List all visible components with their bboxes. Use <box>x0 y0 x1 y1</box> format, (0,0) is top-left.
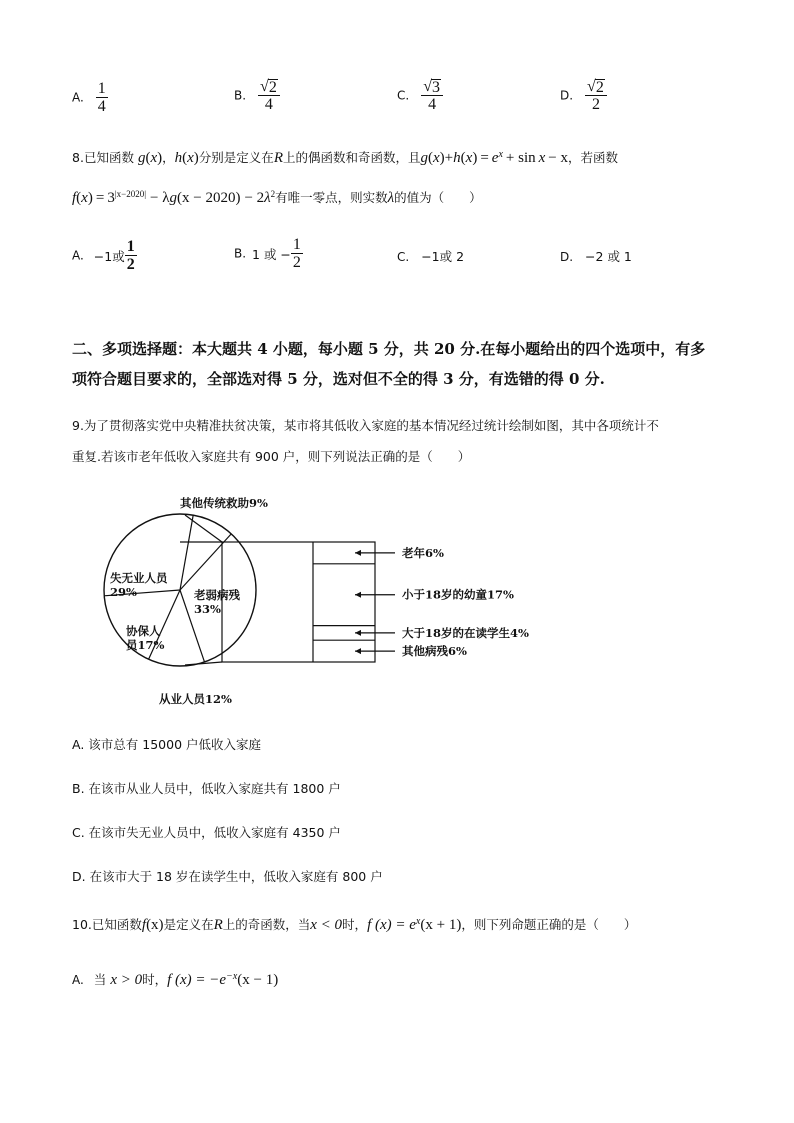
superscript: x <box>498 148 503 160</box>
q9-option-a[interactable]: A. 该市总有 15000 户低收入家庭 <box>72 737 261 752</box>
math-x: x <box>538 150 546 166</box>
text: 是定义在 <box>163 917 214 932</box>
label-insured-pct: 员17% <box>126 638 165 652</box>
math-R: R <box>273 150 283 166</box>
numerator: √ 2 <box>258 78 280 96</box>
text: 时， <box>142 972 168 987</box>
option-letter: A. <box>72 973 84 987</box>
denominator: 2 <box>126 256 135 273</box>
q9-line-2: 重复.若该市老年低收入家庭共有 900 户，则下列说法正确的是（ ） <box>72 449 471 464</box>
arrow-icon <box>355 592 361 598</box>
q7-option-c[interactable] <box>397 78 443 113</box>
q9-line-1: 9.为了贯彻落实党中央精准扶贫决策，某市将其低收入家庭的基本情况经过统计绘制如图，其中各项统计不 <box>72 418 659 433</box>
equals: = <box>480 150 489 166</box>
math-h: h <box>453 150 461 166</box>
q8-option-a[interactable] <box>72 238 137 273</box>
paren: ) <box>157 150 163 166</box>
label-unemployed-pct: 29% <box>110 585 137 599</box>
q10-stem <box>72 915 636 934</box>
option-letter: B. <box>234 88 247 103</box>
math-g: g <box>420 150 428 166</box>
math-x: x <box>187 150 194 166</box>
q10-option-a[interactable] <box>72 970 278 989</box>
low-income-pie-chart <box>95 490 555 715</box>
fraction <box>421 78 443 113</box>
exponent: 2 <box>270 188 276 199</box>
option-letter: D. <box>560 88 574 103</box>
equation-lhs: f (x) = e <box>367 917 416 933</box>
q8-option-c[interactable] <box>397 247 464 265</box>
q8-option-b[interactable] <box>234 236 303 271</box>
numerator: 1 <box>292 236 301 253</box>
band-students-label: 大于18岁的在读学生4% <box>402 625 529 640</box>
sqrt-icon: √ <box>587 78 596 95</box>
option-letter: B. <box>234 246 247 261</box>
label-elderly-sick: 老弱病残 <box>194 588 240 602</box>
math-g: g <box>169 190 177 206</box>
band-elderly-label: 老年6% <box>402 545 444 560</box>
equation-lhs: f (x) = −e <box>167 972 227 988</box>
math-R: R <box>213 917 223 933</box>
math-x: x <box>150 150 158 166</box>
argument: (x − 2020) <box>176 190 241 206</box>
fraction <box>585 78 607 113</box>
option-letter: C. <box>397 88 410 103</box>
paren: ) <box>87 190 93 206</box>
text: −1或 <box>93 248 125 264</box>
superscript: −x <box>226 970 238 982</box>
numerator: √ 2 <box>585 78 607 96</box>
text: 10.已知函数 <box>72 917 142 932</box>
denominator: 4 <box>264 96 273 113</box>
math-f: f <box>141 917 147 933</box>
text: ，若函数 <box>568 150 619 165</box>
q7-option-d[interactable] <box>560 78 607 113</box>
text: 上的偶函数和奇函数，且 <box>282 150 421 165</box>
denominator: 2 <box>591 96 600 113</box>
arrow-icon <box>355 630 361 636</box>
text: 有唯一零点，则实数 <box>275 190 388 205</box>
paren: ( <box>76 190 82 206</box>
q9-option-d[interactable]: D. 在该市大于 18 岁在读学生中，低收入家庭有 800 户 <box>72 869 383 884</box>
option-letter: A. <box>72 248 84 263</box>
paren: ) <box>472 150 478 166</box>
arrow-icon <box>355 550 361 556</box>
text: ，则下列命题正确的是（ ） <box>461 917 637 932</box>
text: 时， <box>342 917 368 932</box>
text: 当 <box>93 972 107 987</box>
q8-option-d[interactable] <box>560 247 632 265</box>
option-letter: C. <box>397 250 410 264</box>
equation-rhs: (x − 1) <box>237 972 279 988</box>
math-g: g <box>137 150 146 166</box>
minus-x: − x <box>548 150 569 166</box>
q9-option-b[interactable]: B. 在该市从业人员中，低收入家庭共有 1800 户 <box>72 781 341 796</box>
band-other-sick-label: 其他病残6% <box>402 644 467 659</box>
paren: ( <box>145 150 151 166</box>
text: −1或 2 <box>421 249 465 264</box>
denominator: 2 <box>292 254 301 271</box>
q7-option-a[interactable] <box>72 80 108 115</box>
argument: (x) <box>146 917 164 933</box>
lambda: λ <box>387 190 395 206</box>
label-unemployed: 失无业人员 <box>110 571 168 585</box>
numerator: 1 <box>126 238 135 255</box>
q9-option-c[interactable]: C. 在该市失无业人员中，低收入家庭有 4350 户 <box>72 825 341 840</box>
numerator: 1 <box>97 80 106 97</box>
q8-line-2 <box>72 188 482 207</box>
fraction <box>258 78 280 113</box>
denominator: 4 <box>97 98 106 115</box>
text: 上的奇函数，当 <box>222 917 311 932</box>
sin: + sin <box>505 150 536 166</box>
option-letter: D. <box>560 250 574 264</box>
fraction <box>125 238 137 273</box>
paren: ) <box>193 150 199 166</box>
equation-rhs: (x + 1) <box>420 917 462 933</box>
math-x: x <box>81 190 88 206</box>
text: 的值为（ ） <box>394 190 482 205</box>
exponent: |x−2020| <box>114 188 146 199</box>
paren: ( <box>428 150 433 166</box>
condition: x < 0 <box>310 917 343 933</box>
fraction <box>96 80 108 115</box>
equals: = <box>95 190 105 206</box>
math-e: e <box>491 150 499 166</box>
paren: ( <box>182 150 188 166</box>
minus-two: − 2 <box>244 190 265 206</box>
base: 3 <box>107 190 115 206</box>
lambda: − λ <box>150 190 170 206</box>
text: 分别是定义在 <box>198 150 274 165</box>
option-letter: A. <box>72 90 84 105</box>
math-f: f <box>72 190 77 206</box>
section-heading-line-1: 二、多项选择题：本大题共 4 小题，每小题 5 分，共 20 分.在每小题给出的四个选项中，有多 <box>72 340 706 358</box>
condition: x > 0 <box>110 972 143 988</box>
text: −2 或 1 <box>585 249 632 264</box>
lambda: λ <box>264 190 271 206</box>
question-number: 8. <box>72 150 84 165</box>
band-children-label: 小于18岁的幼童17% <box>402 587 514 602</box>
math-x: x <box>465 150 473 166</box>
math-h: h <box>174 150 183 166</box>
denominator: 4 <box>428 96 437 113</box>
fraction <box>291 236 303 271</box>
text: 已知函数 <box>83 150 134 165</box>
q7-option-b[interactable] <box>234 78 280 113</box>
paren: ( <box>460 150 466 166</box>
sqrt-icon: √ <box>423 78 432 95</box>
arrow-icon <box>355 648 361 654</box>
text: 1 或 − <box>252 246 291 262</box>
label-employed: 从业人员12% <box>159 692 232 706</box>
label-insured: 协保人 <box>126 624 161 638</box>
numerator: √ 3 <box>421 78 443 96</box>
comma: ， <box>162 150 175 165</box>
superscript: x <box>415 915 421 927</box>
plus: + <box>444 150 454 166</box>
paren: ) <box>439 150 445 166</box>
math-x: x <box>433 150 440 166</box>
label-elderly-sick-pct: 33% <box>194 602 221 616</box>
sqrt-icon: √ <box>260 78 269 95</box>
section-heading-line-2: 项符合题目要求的，全部选对得 5 分，选对但不全的得 3 分，有选错的得 0 分. <box>72 370 605 388</box>
label-other-aid: 其他传统救助9% <box>180 496 268 510</box>
q8-line-1 <box>72 148 618 167</box>
